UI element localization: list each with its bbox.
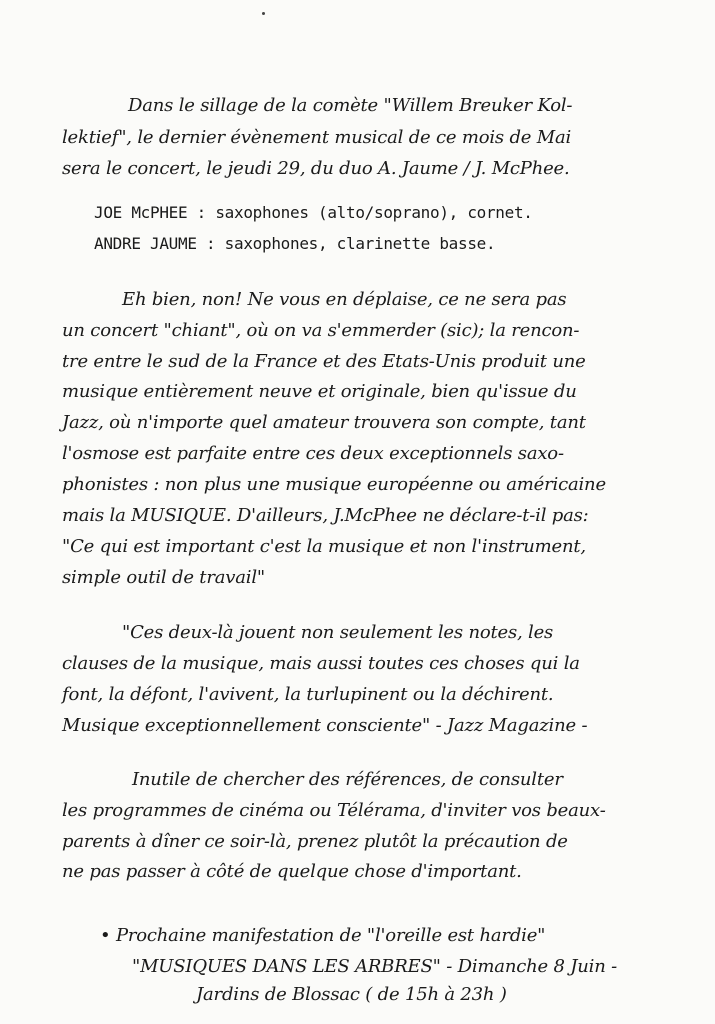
intro-line-3: sera le concert, le jeudi 29, du duo A. Jaume / J. McPhee. <box>62 158 570 179</box>
main-line-8: mais la MUSIQUE. D'ailleurs, J.McPhee ne déclare-t-il pas: <box>62 505 589 526</box>
intro-line-1: Dans le sillage de la comète "Willem Breuker Kol- <box>128 95 573 116</box>
closing-line-3: parents à dîner ce soir-là, prenez plutôt la précaution de <box>62 831 568 852</box>
lineup-andre-jaume: ANDRE JAUME : saxophones, clarinette basse. <box>94 234 496 253</box>
main-line-3: tre entre le sud de la France et des Etats-Unis produit une <box>62 351 586 372</box>
main-line-2: un concert "chiant", où on va s'emmerder (sic); la rencon- <box>62 320 580 341</box>
main-line-1: Eh bien, non! Ne vous en déplaise, ce ne sera pas <box>122 289 567 310</box>
closing-line-2: les programmes de cinéma ou Télérama, d'inviter vos beaux- <box>62 800 606 821</box>
quote-line-3: font, la défont, l'avivent, la turlupinent ou la déchirent. <box>62 684 554 705</box>
quote-line-2: clauses de la musique, mais aussi toutes ces choses qui la <box>62 653 580 674</box>
closing-line-4: ne pas passer à côté de quelque chose d'important. <box>62 861 522 882</box>
announcement-line-2: "MUSIQUES DANS LES ARBRES" - Dimanche 8 Juin - <box>132 956 617 977</box>
announcement-line-1: • Prochaine manifestation de "l'oreille est hardie" <box>100 925 546 946</box>
paper-speck <box>262 12 265 15</box>
quote-line-4: Musique exceptionnellement consciente" - Jazz Magazine - <box>62 715 588 736</box>
main-line-5: Jazz, où n'importe quel amateur trouvera son compte, tant <box>62 412 586 433</box>
main-line-4: musique entièrement neuve et originale, bien qu'issue du <box>62 381 577 402</box>
main-line-10: simple outil de travail" <box>62 567 265 588</box>
closing-line-1: Inutile de chercher des références, de consulter <box>132 769 563 790</box>
lineup-joe-mcphee: JOE McPHEE : saxophones (alto/soprano), cornet. <box>94 203 533 222</box>
announcement-line-3: Jardins de Blossac ( de 15h à 23h ) <box>196 984 507 1005</box>
main-line-6: l'osmose est parfaite entre ces deux exceptionnels saxo- <box>62 443 564 464</box>
quote-line-1: "Ces deux-là jouent non seulement les notes, les <box>122 622 554 643</box>
main-line-7: phonistes : non plus une musique européenne ou américaine <box>62 474 606 495</box>
main-line-9: "Ce qui est important c'est la musique et non l'instrument, <box>62 536 586 557</box>
intro-line-2: lektief", le dernier évènement musical de ce mois de Mai <box>62 127 572 148</box>
